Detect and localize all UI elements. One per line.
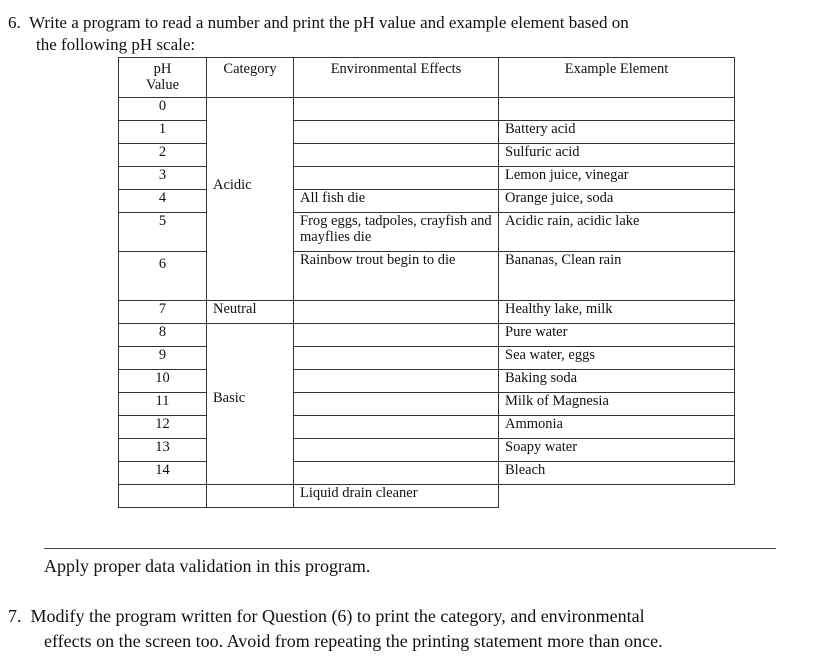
question-7-line-1 bbox=[8, 606, 645, 627]
effect-cell bbox=[294, 324, 499, 347]
example-cell bbox=[499, 98, 735, 121]
table-header-row bbox=[119, 58, 735, 98]
table-row bbox=[119, 324, 735, 347]
effect-cell: All fish die bbox=[294, 190, 499, 213]
example-cell: Acidic rain, acidic lake bbox=[499, 213, 735, 252]
effect-cell bbox=[294, 347, 499, 370]
effect-cell bbox=[294, 121, 499, 144]
ph-cell: 1 bbox=[119, 121, 207, 144]
category-basic: Basic bbox=[207, 324, 294, 485]
header-ph-value: pH Value bbox=[119, 58, 207, 98]
question-7-line-2: effects on the screen too. Avoid from repeating the printing statement more than once. bbox=[44, 631, 663, 651]
ph-cell: 6 bbox=[119, 252, 207, 301]
table-row bbox=[119, 485, 735, 508]
category-acidic: Acidic bbox=[207, 98, 294, 301]
effect-cell: Frog eggs, tadpoles, crayfish and mayflies die bbox=[294, 213, 499, 252]
header-environmental-effects: Environmental Effects bbox=[294, 58, 499, 98]
example-cell: Sulfuric acid bbox=[499, 144, 735, 167]
example-cell: Ammonia bbox=[499, 416, 735, 439]
ph-scale-table bbox=[118, 57, 735, 508]
example-cell: Milk of Magnesia bbox=[499, 393, 735, 416]
example-cell: Healthy lake, milk bbox=[499, 301, 735, 324]
question-7-number: 7. bbox=[8, 606, 22, 626]
ph-cell: 12 bbox=[119, 416, 207, 439]
question-7-text-1: Modify the program written for Question (6) to print the category, and environmental bbox=[30, 606, 645, 626]
header-example-element: Example Element bbox=[499, 58, 735, 98]
table-row bbox=[119, 301, 735, 324]
effect-cell bbox=[294, 98, 499, 121]
example-cell: Liquid drain cleaner bbox=[294, 485, 499, 508]
effect-cell bbox=[294, 416, 499, 439]
effect-cell bbox=[294, 167, 499, 190]
effect-cell bbox=[294, 462, 499, 485]
example-cell: Orange juice, soda bbox=[499, 190, 735, 213]
example-cell: Bleach bbox=[499, 462, 735, 485]
question-6-line-1 bbox=[8, 13, 629, 33]
ph-cell: 0 bbox=[119, 98, 207, 121]
example-cell: Lemon juice, vinegar bbox=[499, 167, 735, 190]
ph-cell: 9 bbox=[119, 347, 207, 370]
effect-cell bbox=[207, 485, 294, 508]
question-6-text-1: Write a program to read a number and print the pH value and example element based on bbox=[28, 13, 629, 32]
ph-cell: 10 bbox=[119, 370, 207, 393]
ph-cell bbox=[119, 485, 207, 508]
ph-cell: 2 bbox=[119, 144, 207, 167]
ph-cell: 4 bbox=[119, 190, 207, 213]
category-neutral: Neutral bbox=[207, 301, 294, 324]
table-row bbox=[119, 98, 735, 121]
ph-cell: 13 bbox=[119, 439, 207, 462]
ph-cell: 3 bbox=[119, 167, 207, 190]
ph-cell: 8 bbox=[119, 324, 207, 347]
ph-cell: 11 bbox=[119, 393, 207, 416]
question-6-number: 6. bbox=[8, 13, 21, 32]
example-cell: Sea water, eggs bbox=[499, 347, 735, 370]
apply-validation-note: Apply proper data validation in this program. bbox=[44, 556, 371, 576]
example-cell: Pure water bbox=[499, 324, 735, 347]
question-6-line-2: the following pH scale: bbox=[36, 35, 196, 54]
effect-cell bbox=[294, 439, 499, 462]
header-category: Category bbox=[207, 58, 294, 98]
effect-cell bbox=[294, 301, 499, 324]
example-cell: Soapy water bbox=[499, 439, 735, 462]
example-cell: Battery acid bbox=[499, 121, 735, 144]
effect-cell bbox=[294, 144, 499, 167]
effect-cell bbox=[294, 370, 499, 393]
divider-line bbox=[44, 548, 776, 549]
ph-cell: 5 bbox=[119, 213, 207, 252]
ph-cell: 7 bbox=[119, 301, 207, 324]
ph-cell: 14 bbox=[119, 462, 207, 485]
example-cell: Baking soda bbox=[499, 370, 735, 393]
example-cell: Bananas, Clean rain bbox=[499, 252, 735, 301]
effect-cell bbox=[294, 393, 499, 416]
effect-cell: Rainbow trout begin to die bbox=[294, 252, 499, 301]
